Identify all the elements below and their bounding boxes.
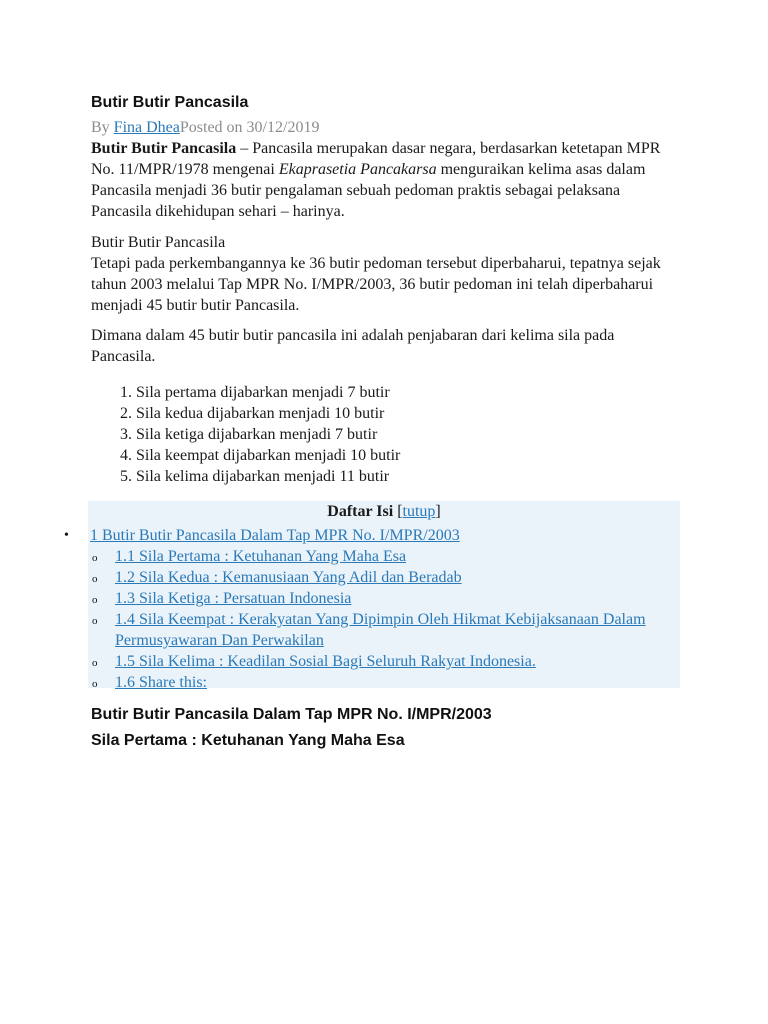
section-heading-2: Sila Pertama : Ketuhanan Yang Maha Esa [91,732,405,749]
toc-link-1-3[interactable]: 1.3 Sila Ketiga : Persatuan Indonesia [115,590,352,607]
paragraph-2-line1: Butir Butir Pancasila [91,234,226,251]
toc-link-1-6[interactable]: 1.6 Share this: [115,674,207,691]
bullet-circle-icon: o [92,615,98,627]
intro-italic: Ekaprasetia Pancakarsa [278,161,437,178]
toc-header [88,502,680,522]
toc-list [64,525,680,693]
author-link[interactable]: Fina Dhea [113,119,180,136]
list-item: 2. Sila kedua dijabarkan menjadi 10 butir [136,403,681,424]
bullet-disc-icon: • [64,528,69,543]
bullet-circle-icon: o [92,657,98,669]
toc-link-1-4[interactable]: 1.4 Sila Keempat : Kerakyatan Yang Dipimpin Oleh Hikmat Kebijaksanaan Dalam Permusyawaran Dan Perwakilan [115,611,646,649]
toc-subitem [90,672,680,693]
article-title: Butir Butir Pancasila [91,94,249,111]
paragraph-3: Dimana dalam 45 butir butir pancasila ini adalah penjabaran dari kelima sila pada Pancasila. [91,327,615,365]
bullet-circle-icon: o [92,552,98,564]
toc-sublist [90,546,680,693]
toc-toggle-link[interactable]: tutup [402,503,436,520]
paragraph-2 [91,232,681,316]
intro-text-2: menguraikan kelima asas dalam Pancasila menjadi 36 butir pengalaman sebuah pedoman praktis sebagai pelaksana Pancasila dikehidupan sehari – harinya. [91,161,646,220]
paragraph-2-rest: Tetapi pada perkembangannya ke 36 butir pedoman tersebut diperbaharui, tepatnya sejak tahun 2003 melalui Tap MPR No. I/MPR/2003, 36 butir pedoman ini telah diperbaharui menjadi 45 butir butir Pancasila. [91,255,661,314]
article [91,92,681,487]
toc-link-1[interactable]: 1 Butir Butir Pancasila Dalam Tap MPR No. I/MPR/2003 [90,527,460,544]
toc-subitem [90,567,680,588]
bullet-circle-icon: o [92,573,98,585]
list-item: 4. Sila keempat dijabarkan menjadi 10 butir [136,445,681,466]
table-of-contents [64,501,680,691]
intro-bold: Butir Butir Pancasila [91,140,237,157]
list-item: 1. Sila pertama dijabarkan menjadi 7 butir [136,382,681,403]
byline-prefix: By [91,119,114,136]
list-item: 3. Sila ketiga dijabarkan menjadi 7 butir [136,424,681,445]
intro-paragraph [91,138,681,222]
intro-text-1: – Pancasila merupakan dasar negara, berdasarkan ketetapan MPR No. 11/MPR/1978 mengenai [91,140,661,178]
bullet-circle-icon: o [92,594,98,606]
toc-item-1 [64,525,680,693]
post-date: Posted on 30/12/2019 [179,119,320,136]
toc-toggle-open: [ [397,503,403,520]
toc-toggle-close: ] [435,503,441,520]
toc-link-1-5[interactable]: 1.5 Sila Kelima : Keadilan Sosial Bagi Seluruh Rakyat Indonesia. [115,653,536,670]
toc-link-1-1[interactable]: 1.1 Sila Pertama : Ketuhanan Yang Maha Esa [115,548,407,565]
toc-subitem [90,588,680,609]
toc-title: Daftar Isi [327,503,394,520]
section-heading-1: Butir Butir Pancasila Dalam Tap MPR No. I/MPR/2003 [91,706,492,723]
toc-subitem [90,609,680,651]
toc-subitem [90,651,680,672]
sila-list [91,382,681,487]
bullet-circle-icon: o [92,678,98,690]
section-headings [91,702,492,754]
list-item: 5. Sila kelima dijabarkan menjadi 11 butir [136,466,681,487]
toc-subitem [90,546,680,567]
toc-link-1-2[interactable]: 1.2 Sila Kedua : Kemanusiaan Yang Adil dan Beradab [115,569,462,586]
byline [91,118,681,138]
